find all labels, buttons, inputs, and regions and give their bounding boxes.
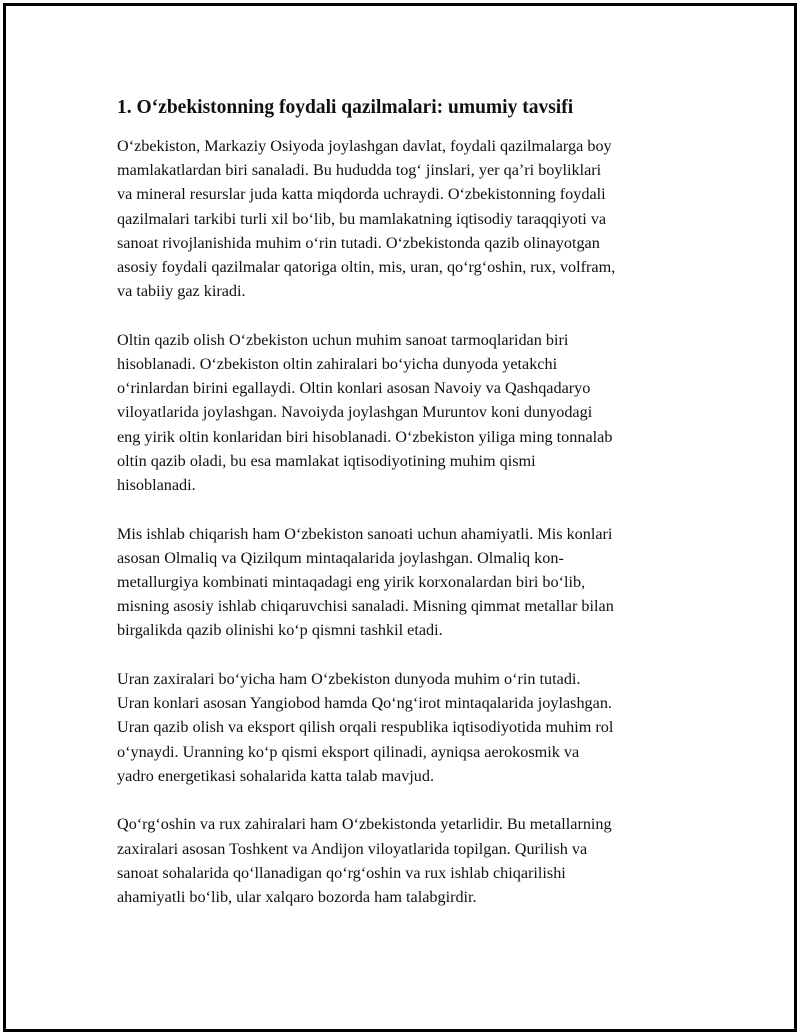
text-line: viloyatlarida joylashgan. Navoiyda joylashgan Muruntov koni dunyodagi [117,403,593,422]
text-line: zaxiralari asosan Toshkent va Andijon viloyatlarida topilgan. Qurilish va [117,839,588,858]
text-line: sanoat sohalarida qo‘llanadigan qo‘rg‘oshin va rux ishlab chiqarilishi [117,863,566,882]
text-line: Mis ishlab chiqarish ham O‘zbekiston sanoati uchun ahamiyatli. Mis konlari [117,524,613,543]
text-line: o‘rinlardan birini egallaydi. Oltin konlari asosan Navoiy va Qashqadaryo [117,379,591,398]
text-line: oltin qazib oladi, bu esa mamlakat iqtisodiyotining muhim qismi [117,451,536,470]
text-line: Uran qazib olish va eksport qilish orqali respublika iqtisodiyotida muhim rol [117,718,614,737]
text-line: yadro energetikasi sohalarida katta talab mavjud. [117,766,435,785]
text-line: misning asosiy ishlab chiqaruvchisi sanaladi. Misning qimmat metallar bilan [117,597,614,616]
text-line: sanoat rivojlanishida muhim o‘rin tutadi. O‘zbekistonda qazib olinayotgan [117,233,600,252]
paragraph-uranium [117,667,687,788]
paragraph-copper [117,522,687,643]
text-line: Uran konlari asosan Yangiobod hamda Qo‘ng‘irot mintaqalarida joylashgan. [117,694,612,713]
document-body [117,96,687,934]
paragraph-lead-zinc [117,812,687,909]
text-line: Qo‘rg‘oshin va rux zahiralari ham O‘zbekistonda yetarlidir. Bu metallarning [117,815,612,834]
document-title: 1. O‘zbekistonning foydali qazilmalari: umumiy tavsifi [117,97,574,118]
text-line: va tabiiy gaz kiradi. [117,282,246,301]
text-line: hisoblanadi. [117,476,196,495]
text-line: va mineral resurslar juda katta miqdorda uchraydi. O‘zbekistonning foydali [117,185,606,204]
text-line: Oltin qazib olish O‘zbekiston uchun muhim sanoat tarmoqlaridan biri [117,330,569,349]
text-line: birgalikda qazib olinishi ko‘p qismni tashkil etadi. [117,621,443,640]
text-line: O‘zbekiston, Markaziy Osiyoda joylashgan davlat, foydali qazilmalarga boy [117,137,612,155]
paragraph-gold [117,328,687,497]
text-line: eng yirik oltin konlaridan biri hisoblanadi. O‘zbekiston yiliga ming tonnalab [117,427,613,446]
text-line: o‘ynaydi. Uranning ko‘p qismi eksport qilinadi, ayniqsa aerokosmik va [117,742,580,761]
text-line: hisoblanadi. O‘zbekiston oltin zahiralari bo‘yicha dunyoda yetakchi [117,355,558,374]
text-line: mamlakatlardan biri sanaladi. Bu hududda tog‘ jinslari, yer qa’ri boyliklari [117,161,602,180]
paragraph-overview [117,134,687,303]
text-line: asosan Olmaliq va Qizilqum mintaqalarida joylashgan. Olmaliq kon- [117,548,564,567]
text-line: ahamiyatli bo‘lib, ular xalqaro bozorda ham talabgirdir. [117,888,477,907]
text-line: qazilmalari tarkibi turli xil bo‘lib, bu mamlakatning iqtisodiy taraqqiyoti va [117,209,607,228]
text-line: Uran zaxiralari bo‘yicha ham O‘zbekiston dunyoda muhim o‘rin tutadi. [117,670,581,689]
text-line: metallurgiya kombinati mintaqadagi eng yirik korxonalardan biri bo‘lib, [117,573,586,592]
text-line: asosiy foydali qazilmalar qatoriga oltin, mis, uran, qo‘rg‘oshin, rux, volfram, [117,258,616,277]
